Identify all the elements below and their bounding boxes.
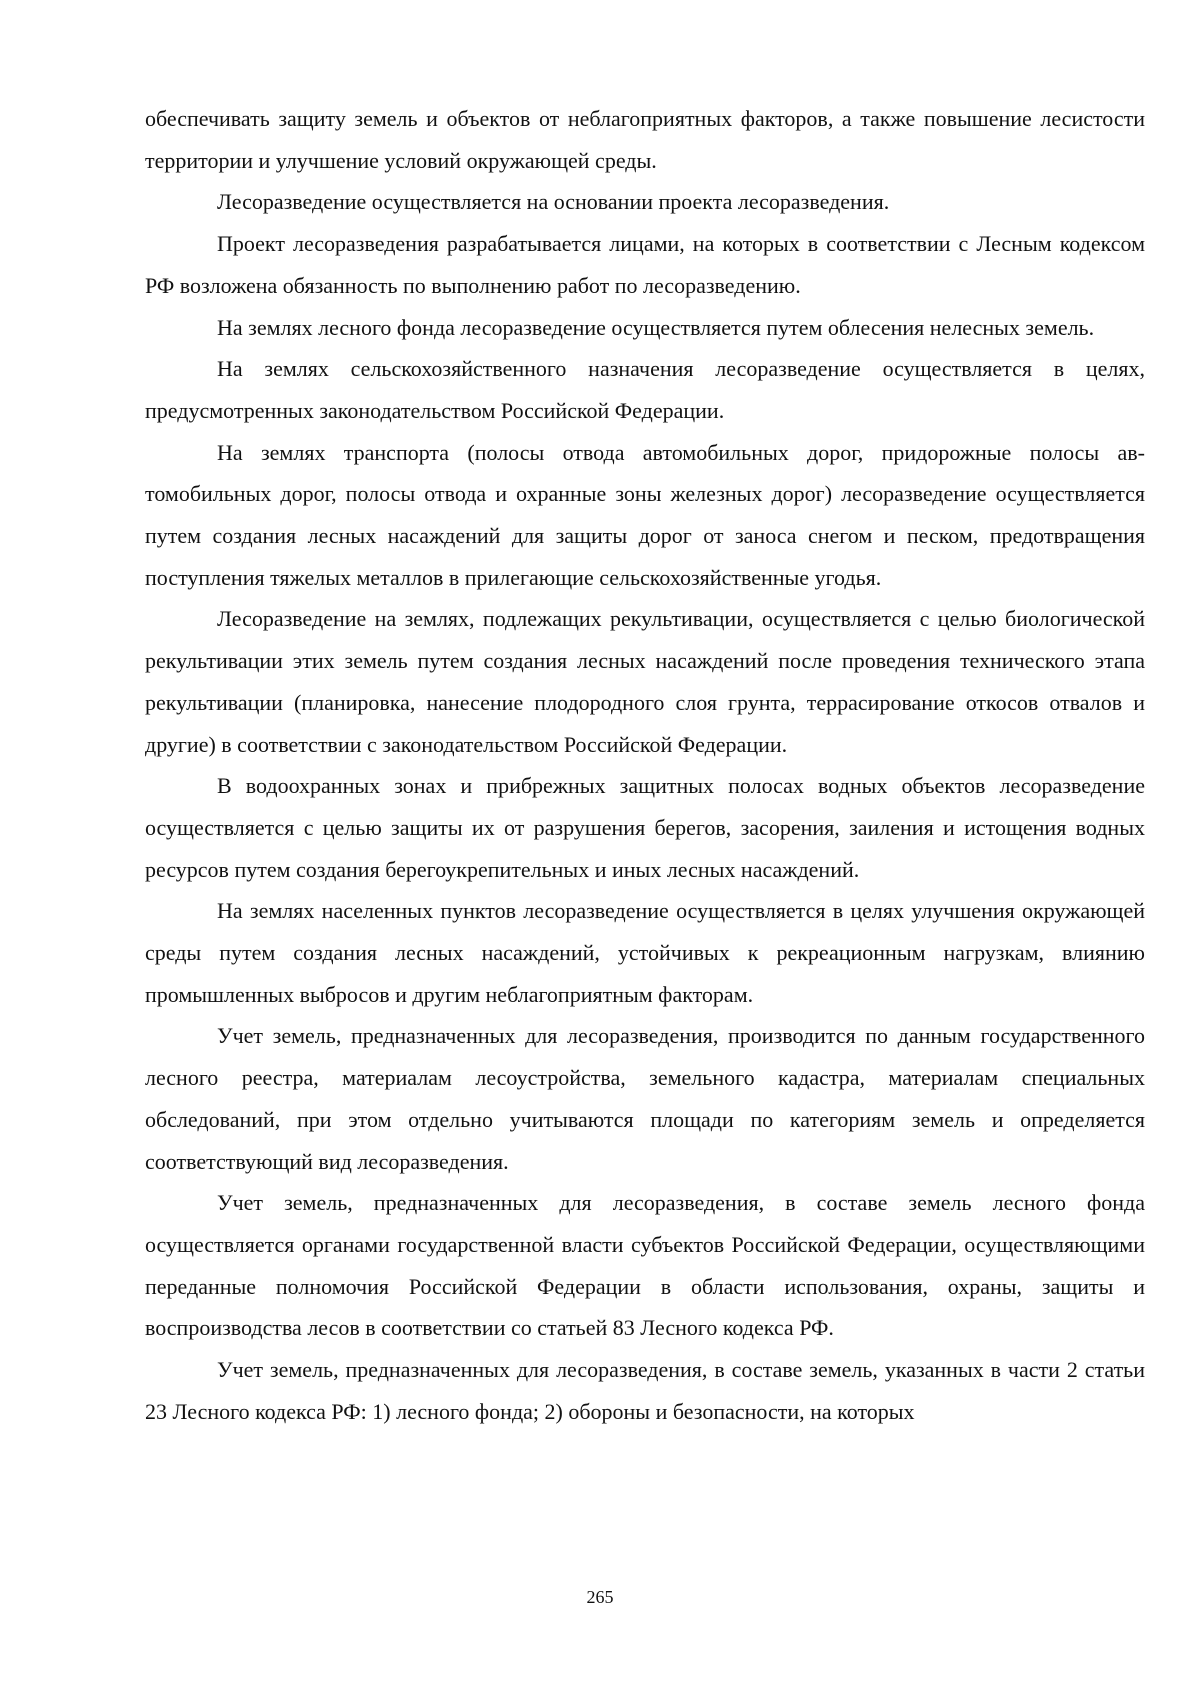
paragraph: В водоохранных зонах и прибрежных защитных полосах водных объектов лесоразведение осуществляется с целью защиты их от разрушения берегов, засорения, заиления и истощения водных ресурсов путем создания берегоукрепительных и иных лесных насаждений.	[145, 773, 1145, 882]
paragraph: Учет земель, предназначенных для лесоразведения, в составе земель лесного фонда осуществляется органами государственной власти субъектов Российской Федерации, осуществляющими переданные полномочия Российской Федерации в области использования, охраны, защиты и воспроизводства лесов в соответствии со статьей 83 Лесного кодекса РФ.	[145, 1190, 1145, 1341]
paragraph: Проект лесоразведения разрабатывается лицами, на которых в соответствии с Лесным кодексом РФ возложена обязанность по выполнению работ по лесоразведению.	[145, 231, 1145, 298]
page-number: 265	[586, 1587, 614, 1607]
paragraph: Учет земель, предназначенных для лесоразведения, производится по данным государственного лесного реестра, материалам лесоустройства, земельного кадастра, материалам специальных обследований, при этом отдельно учитываются площади по категориям земель и определяется соответствующий вид лесоразведения.	[145, 1023, 1145, 1174]
paragraph: Учет земель, предназначенных для лесоразведения, в составе земель, указанных в части 2 статьи 23 Лесного кодекса РФ: 1) лесного фонда; 2) обороны и безопасности, на которых	[145, 1357, 1145, 1424]
body-text	[145, 98, 1145, 1433]
paragraph: На землях транспорта (полосы отвода автомобильных дорог, придорожные полосы автомобильных дорог, полосы отвода и охранные зоны железных дорог) лесоразведение осуществляется путем создания лесных насаждений для защиты дорог от заноса снегом и песком, предотвращения поступления тяжелых металлов в прилегающие сельскохозяйственные угодья.	[145, 439, 1145, 590]
paragraph: На землях сельскохозяйственного назначения лесоразведение осуществляется в целях, предусмотренных законодательством Российской Федерации.	[145, 356, 1145, 423]
paragraph: На землях лесного фонда лесоразведение осуществляется путем облесения нелесных земель.	[217, 314, 1095, 340]
paragraph-continuation: обеспечивать защиту земель и объектов от неблагоприятных факторов, а также повышение лесистости территории и улучшение условий окружающей среды.	[145, 106, 1145, 173]
paragraph: Лесоразведение на землях, подлежащих рекультивации, осуществляется с целью биологической рекультивации этих земель путем создания лесных насаждений после проведения технического этапа рекультивации (планировка, нанесение плодородного слоя грунта, террасирование откосов отвалов и другие) в соответствии с законодательством Российской Федерации.	[145, 606, 1145, 757]
paragraph: Лесоразведение осуществляется на основании проекта лесоразведения.	[217, 189, 890, 215]
paragraph: На землях населенных пунктов лесоразведение осуществляется в целях улучшения окружающей среды путем создания лесных насаждений, устойчивых к рекреационным нагрузкам, влиянию промышленных выбросов и другим неблагоприятным факторам.	[145, 898, 1145, 1007]
